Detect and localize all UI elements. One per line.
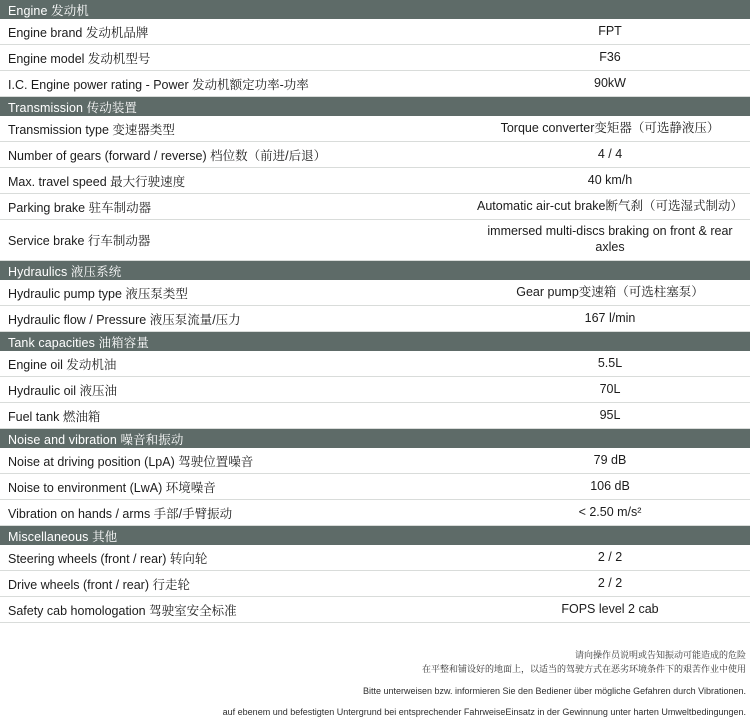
row-mid xyxy=(360,377,470,403)
table-row xyxy=(0,474,750,500)
table-row xyxy=(0,194,750,220)
row-label: Number of gears (forward / reverse) 档位数（前进/后退） xyxy=(0,142,360,168)
footer-note-cn-line1: 请向操作员说明或告知振动可能造成的危险 xyxy=(574,650,746,660)
row-label: Hydraulic flow / Pressure 液压泵流量/压力 xyxy=(0,306,360,332)
row-value: immersed multi-discs braking on front & rear axles xyxy=(470,220,750,261)
row-mid xyxy=(360,220,470,261)
table-row xyxy=(0,377,750,403)
footer-note-cn-line2: 在平整和铺设好的地面上，以适当的驾驶方式在恶劣环境条件下的艰苦作业中使用 xyxy=(421,663,746,674)
row-label: Transmission type 变速器类型 xyxy=(0,116,360,142)
section-title: Engine 发动机 xyxy=(0,0,360,19)
row-label: Engine brand 发动机品牌 xyxy=(0,19,360,45)
row-mid xyxy=(360,19,470,45)
table-row xyxy=(0,351,750,377)
section-header-mid xyxy=(360,332,470,352)
row-mid xyxy=(360,116,470,142)
row-mid xyxy=(360,403,470,429)
row-mid xyxy=(360,448,470,474)
row-label: Steering wheels (front / rear) 转向轮 xyxy=(0,545,360,571)
table-row xyxy=(0,545,750,571)
row-value: 4 / 4 xyxy=(470,142,750,168)
row-label: Parking brake 驻车制动器 xyxy=(0,194,360,220)
row-mid xyxy=(360,351,470,377)
section-header-mid xyxy=(360,526,470,546)
row-mid xyxy=(360,280,470,306)
table-row xyxy=(0,45,750,71)
table-row xyxy=(0,597,750,623)
row-label: Noise at driving position (LpA) 驾驶位置噪音 xyxy=(0,448,360,474)
row-label: I.C. Engine power rating - Power 发动机额定功率-功率 xyxy=(0,71,360,97)
row-mid xyxy=(360,168,470,194)
table-row xyxy=(0,71,750,97)
row-value: 5.5L xyxy=(470,351,750,377)
row-label: Service brake 行车制动器 xyxy=(0,220,360,261)
row-mid xyxy=(360,71,470,97)
row-value: 40 km/h xyxy=(470,168,750,194)
table-row xyxy=(0,142,750,168)
row-label: Drive wheels (front / rear) 行走轮 xyxy=(0,571,360,597)
row-value: 167 l/min xyxy=(470,306,750,332)
row-label: Max. travel speed 最大行驶速度 xyxy=(0,168,360,194)
row-mid xyxy=(360,45,470,71)
row-value: Gear pump变速箱（可选柱塞泵） xyxy=(470,280,750,306)
table-row xyxy=(0,220,750,261)
row-mid xyxy=(360,474,470,500)
row-mid xyxy=(360,571,470,597)
section-header-mid xyxy=(360,0,470,19)
section-header-mid xyxy=(360,429,470,449)
table-row xyxy=(0,448,750,474)
section-header-row xyxy=(0,526,750,546)
section-header-row xyxy=(0,97,750,117)
table-row xyxy=(0,306,750,332)
table-row xyxy=(0,116,750,142)
section-header-value xyxy=(470,429,750,449)
row-mid xyxy=(360,597,470,623)
section-header-row xyxy=(0,261,750,281)
section-title: Hydraulics 液压系统 xyxy=(0,261,360,281)
row-label: Noise to environment (LwA) 环境噪音 xyxy=(0,474,360,500)
table-row xyxy=(0,280,750,306)
row-value: 95L xyxy=(470,403,750,429)
row-value: 79 dB xyxy=(470,448,750,474)
row-value: 2 / 2 xyxy=(470,571,750,597)
section-title: Miscellaneous 其他 xyxy=(0,526,360,546)
section-header-value xyxy=(470,261,750,281)
row-label: Hydraulic pump type 液压泵类型 xyxy=(0,280,360,306)
section-title: Transmission 传动装置 xyxy=(0,97,360,117)
row-value: < 2.50 m/s² xyxy=(470,500,750,526)
table-row xyxy=(0,500,750,526)
section-header-value xyxy=(470,0,750,19)
row-value: 106 dB xyxy=(470,474,750,500)
row-label: Safety cab homologation 驾驶室安全标准 xyxy=(0,597,360,623)
row-label: Vibration on hands / arms 手部/手臂振动 xyxy=(0,500,360,526)
section-title: Tank capacities 油箱容量 xyxy=(0,332,360,352)
section-header-value xyxy=(470,526,750,546)
section-header-value xyxy=(470,332,750,352)
table-row xyxy=(0,571,750,597)
row-value: Automatic air-cut brake断气刹（可选湿式制动） xyxy=(470,194,750,220)
footer-note-de-line1: Bitte unterweisen bzw. informieren Sie den Bediener über mögliche Gefahren durch Vibrationen. xyxy=(362,685,746,696)
section-header-mid xyxy=(360,261,470,281)
section-header-mid xyxy=(360,97,470,117)
row-mid xyxy=(360,500,470,526)
table-row xyxy=(0,19,750,45)
row-label: Engine oil 发动机油 xyxy=(0,351,360,377)
row-value: Torque converter变矩器（可选静液压） xyxy=(470,116,750,142)
section-header-row xyxy=(0,0,750,19)
row-label: Fuel tank 燃油箱 xyxy=(0,403,360,429)
section-header-value xyxy=(470,97,750,117)
row-mid xyxy=(360,194,470,220)
row-value: 90kW xyxy=(470,71,750,97)
row-value: 70L xyxy=(470,377,750,403)
row-mid xyxy=(360,142,470,168)
section-header-row xyxy=(0,332,750,352)
section-title: Noise and vibration 噪音和振动 xyxy=(0,429,360,449)
section-header-row xyxy=(0,429,750,449)
row-value: F36 xyxy=(470,45,750,71)
row-mid xyxy=(360,306,470,332)
footer-notes xyxy=(0,649,750,720)
row-value: FOPS level 2 cab xyxy=(470,597,750,623)
table-row xyxy=(0,168,750,194)
footer-note-de-line2: auf ebenem und befestigten Untergrund bei entsprechender FahrweiseEinsatz in der Gewinnung unter harten Umweltbedingungen. xyxy=(222,707,746,718)
row-label: Engine model 发动机型号 xyxy=(0,45,360,71)
row-value: 2 / 2 xyxy=(470,545,750,571)
table-row xyxy=(0,403,750,429)
row-value: FPT xyxy=(470,19,750,45)
row-mid xyxy=(360,545,470,571)
row-label: Hydraulic oil 液压油 xyxy=(0,377,360,403)
